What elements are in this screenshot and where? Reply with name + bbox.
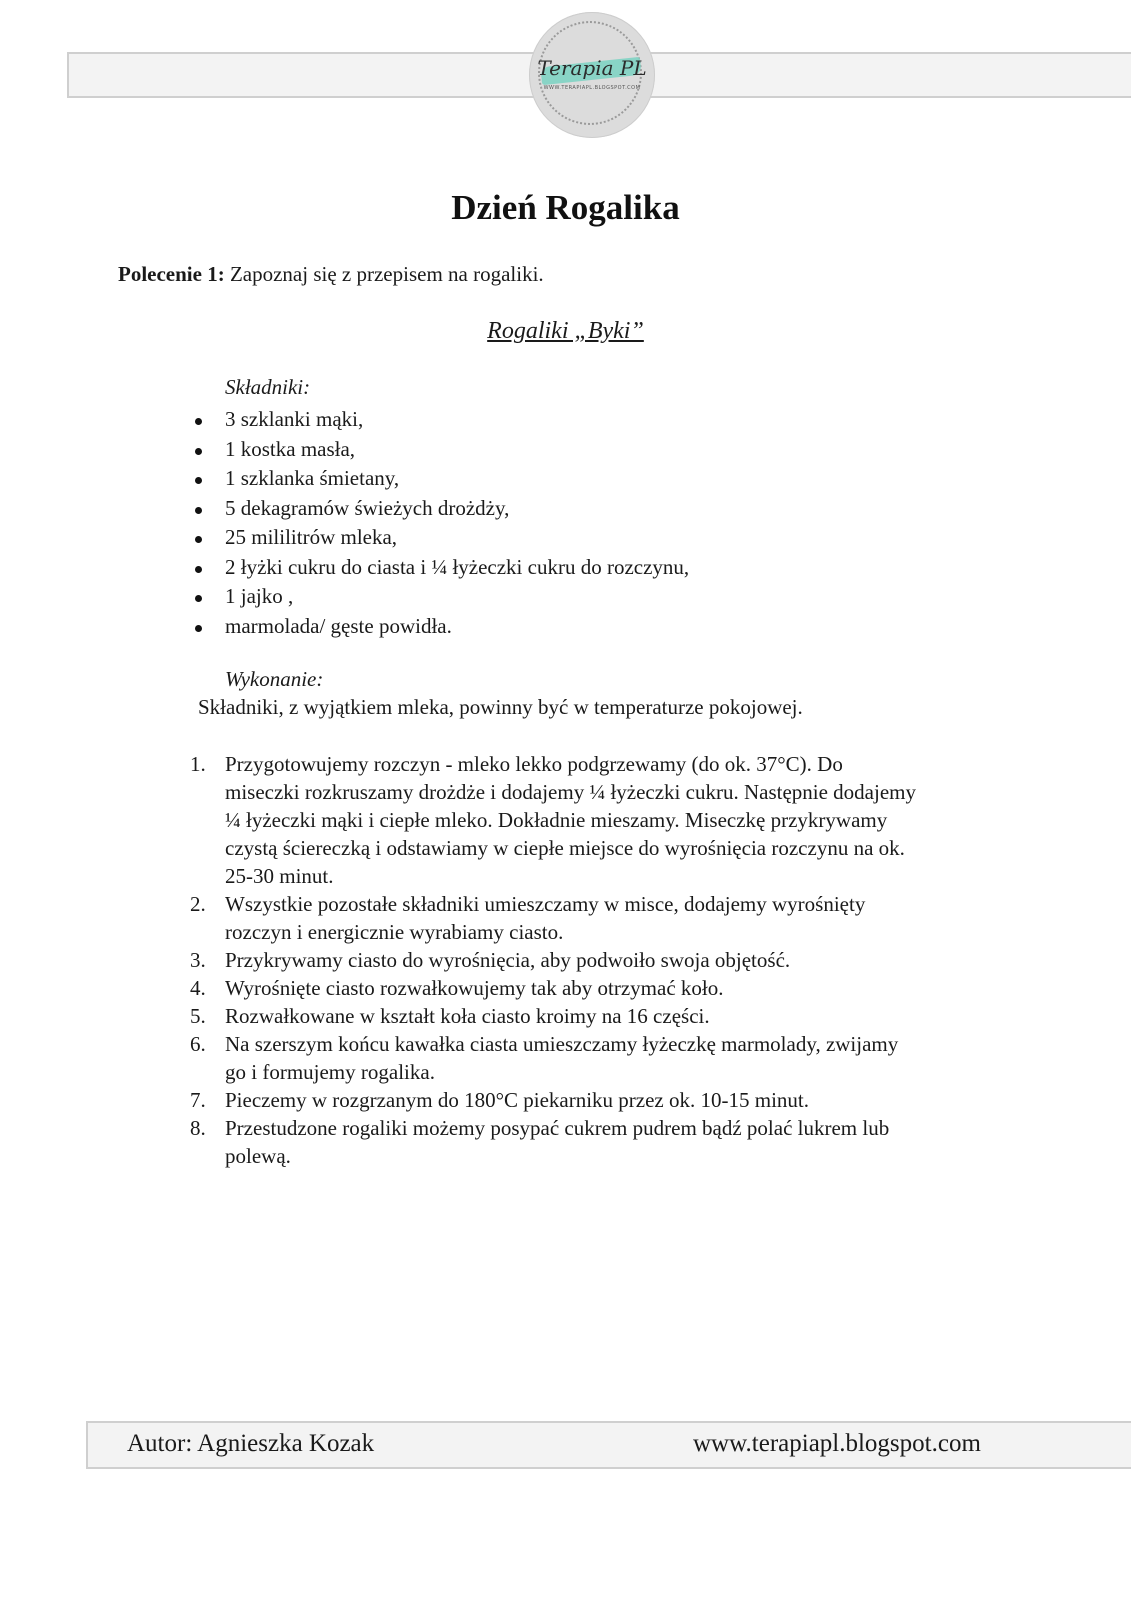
step-item xyxy=(180,1114,920,1170)
ingredient-item: 25 mililitrów mleka, xyxy=(192,523,689,553)
footer-website-link[interactable]: www.terapiapl.blogspot.com xyxy=(693,1430,981,1457)
task-instruction xyxy=(118,262,544,287)
footer-author: Autor: Agnieszka Kozak xyxy=(127,1430,375,1457)
step-number: 8. xyxy=(190,1116,206,1140)
step-text: Przygotowujemy rozczyn - mleko lekko podgrzewamy (do ok. 37°C). Do miseczki rozkruszamy drożdże i dodajemy ¼ łyżeczki cukru. Następnie dodajemy ¼ łyżeczki mąki i ciepłe mleko. Dokładnie mieszamy. Miseczkę przykrywamy czystą ściereczką i odstawiamy w ciepłe miejsce do wyrośnięcia rozczynu na ok. 25-30 minut. xyxy=(225,752,916,888)
step-number: 4. xyxy=(190,976,206,1000)
step-number: 6. xyxy=(190,1032,206,1056)
ingredient-item: 1 szklanka śmietany, xyxy=(192,464,689,494)
step-item xyxy=(180,890,920,946)
ingredient-item: 2 łyżki cukru do ciasta i ¼ łyżeczki cukru do rozczynu, xyxy=(192,553,689,583)
ingredient-item: 3 szklanki mąki, xyxy=(192,405,689,435)
step-text: Wszystkie pozostałe składniki umieszczamy w misce, dodajemy wyrośnięty rozczyn i energicznie wyrabiamy ciasto. xyxy=(225,892,866,944)
steps-list xyxy=(180,750,920,1170)
ingredients-list xyxy=(192,405,689,641)
step-text: Pieczemy w rozgrzanym do 180°C piekarniku przez ok. 10-15 minut. xyxy=(225,1088,809,1112)
step-item xyxy=(180,750,920,890)
logo-name: Terapia PL xyxy=(537,56,647,80)
method-note: Składniki, z wyjątkiem mleka, powinny być w temperaturze pokojowej. xyxy=(198,695,803,719)
step-item xyxy=(180,1030,920,1086)
step-item xyxy=(180,946,920,974)
ingredient-item: 5 dekagramów świeżych drożdży, xyxy=(192,494,689,524)
step-item xyxy=(180,1086,920,1114)
page-title: Dzień Rogalika xyxy=(451,188,680,227)
ingredient-item: 1 kostka masła, xyxy=(192,435,689,465)
method-label: Wykonanie: xyxy=(225,667,324,691)
task-text: Zapoznaj się z przepisem na rogaliki. xyxy=(224,262,544,286)
step-text: Wyrośnięte ciasto rozwałkowujemy tak aby otrzymać koło. xyxy=(225,976,724,1000)
ingredient-item: marmolada/ gęste powidła. xyxy=(192,612,689,642)
terapia-logo xyxy=(529,12,655,138)
step-number: 3. xyxy=(190,948,206,972)
step-item xyxy=(180,1002,920,1030)
step-text: Przestudzone rogaliki możemy posypać cukrem pudrem bądź polać lukrem lub polewą. xyxy=(225,1116,890,1168)
logo-subtitle: WWW.TERAPIAPL.BLOGSPOT.COM xyxy=(543,85,641,91)
step-text: Rozwałkowane w kształt koła ciasto kroimy na 16 części. xyxy=(225,1004,710,1028)
step-number: 5. xyxy=(190,1004,206,1028)
step-text: Przykrywamy ciasto do wyrośnięcia, aby podwoiło swoja objętość. xyxy=(225,948,791,972)
ingredients-label: Składniki: xyxy=(225,375,311,399)
step-item xyxy=(180,974,920,1002)
task-label: Polecenie 1: xyxy=(118,262,225,286)
step-number: 1. xyxy=(190,752,206,776)
ingredient-item: 1 jajko , xyxy=(192,582,689,612)
step-text: Na szerszym końcu kawałka ciasta umieszczamy łyżeczkę marmolady, zwijamy go i formujemy rogalika. xyxy=(225,1032,899,1084)
step-number: 2. xyxy=(190,892,206,916)
recipe-title: Rogaliki „Byki” xyxy=(487,318,644,344)
step-number: 7. xyxy=(190,1088,206,1112)
